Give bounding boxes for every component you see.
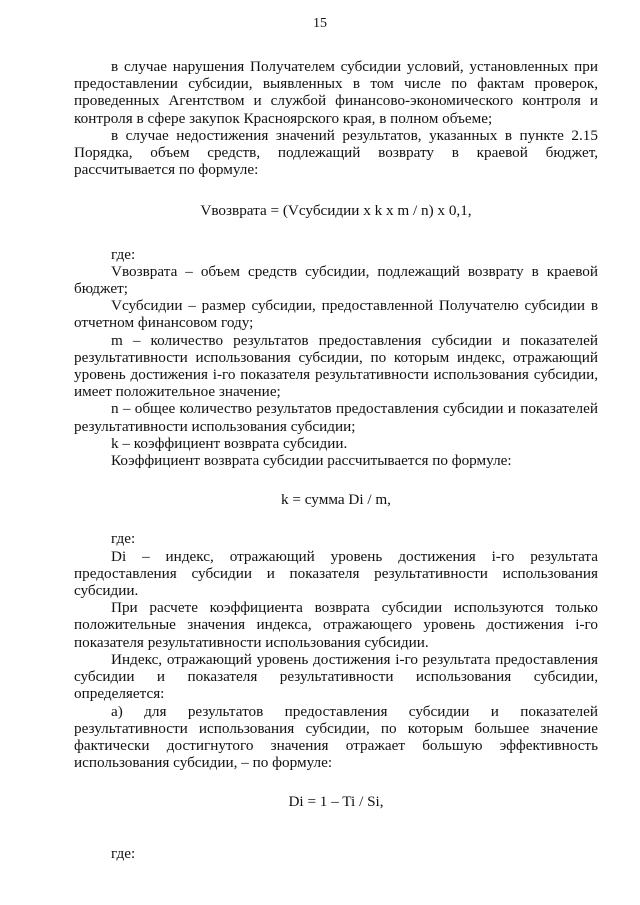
definition-di: Di – индекс, отражающий уровень достижения i-го результата предоставления субсидии и показателя результативности использования субсидии. <box>74 547 598 600</box>
paragraph-non-achievement: в случае недостижения значений результатов, указанных в пункте 2.15 Порядка, объем средств, подлежащий возврату в краевой бюджет, рассчитывается по формуле: <box>74 126 598 179</box>
paragraph-case-a: а) для результатов предоставления субсидии и показателей результативности использования субсидии, по которым большее значение фактически достигнутого значения отражает большую эффективность использования субсидии, – по формуле: <box>74 702 598 772</box>
formula-coefficient: k = сумма Di / m, <box>281 491 391 509</box>
where-label: где: <box>111 245 136 263</box>
definition-n: n – общее количество результатов предоставления субсидии и показателей результативности использования субсидии; <box>74 400 598 435</box>
definition-v-return: Vвозврата – объем средств субсидии, подлежащий возврату в краевой бюджет; <box>74 262 598 298</box>
definition-k: k – коэффициент возврата субсидии. <box>111 434 348 452</box>
definition-v-subsidy: Vсубсидии – размер субсидии, предоставленной Получателю субсидии в отчетном финансовом году; <box>74 297 598 332</box>
where-label: где: <box>111 844 136 862</box>
formula-index: Di = 1 – Ti / Si, <box>288 793 384 811</box>
page-number: 15 <box>313 16 327 31</box>
document-body <box>74 58 598 862</box>
formula-return-volume: Vвозврата = (Vсубсидии x k x m / n) x 0,1, <box>200 202 472 220</box>
where-label: где: <box>111 530 136 548</box>
definition-m: m – количество результатов предоставления субсидии и показателей результативности использования субсидии, по которым индекс, отражающий уровень достижения i-го показателя результативности использования субсидии, имеет положительное значение; <box>74 331 598 401</box>
paragraph-coefficient: Коэффициент возврата субсидии рассчитывается по формуле: <box>111 452 512 470</box>
paragraph-index-definition: Индекс, отражающий уровень достижения i-го результата предоставления субсидии и показателя результативности использования субсидии, определяется: <box>74 650 598 703</box>
paragraph-violation: в случае нарушения Получателем субсидии условий, установленных при предоставлении субсидии, выявленных в том числе по фактам проверок, проведенных Агентством и службой финансово-экономического контроля и контроля в сфере закупок Красноярского края, в полном объеме; <box>74 58 598 127</box>
paragraph-positive-values: При расчете коэффициента возврата субсидии используются только положительные значения индекса, отражающего уровень достижения i-го показателя результативности использования субсидии. <box>74 599 598 651</box>
